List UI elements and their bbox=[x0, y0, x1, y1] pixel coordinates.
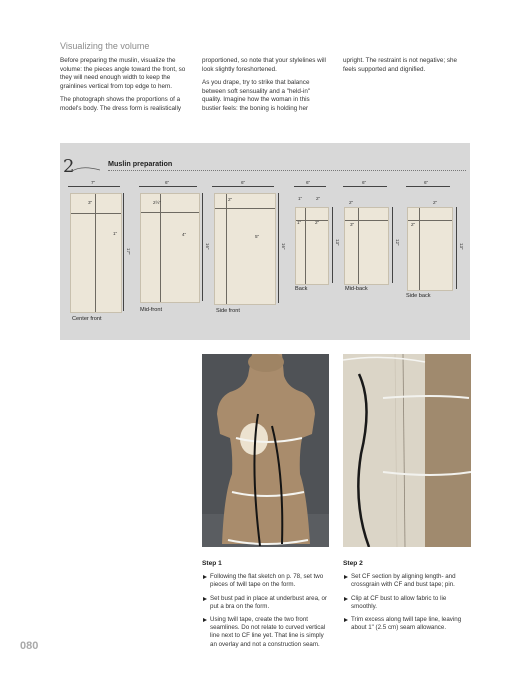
piece-label: Back bbox=[295, 286, 308, 292]
intro-paragraph: The photograph shows the proportions of a model's body. The dress form is realistically bbox=[60, 96, 182, 112]
piece-label: Side front bbox=[216, 308, 240, 314]
width-arrow bbox=[406, 186, 450, 187]
step-list bbox=[343, 573, 471, 632]
intro-column-3 bbox=[343, 57, 471, 79]
list-item: Using twill tape, create the two front seamlines. Do not relate to curved vertical line next to CF line yet. That line is simply an overlay and not a construction seam. bbox=[202, 616, 330, 649]
width-arrow bbox=[212, 186, 274, 187]
length-dimension: 16" bbox=[281, 243, 286, 250]
side-mark: 4" bbox=[182, 232, 187, 237]
top-mark: 2" bbox=[433, 200, 438, 205]
intro-column-1 bbox=[60, 57, 188, 119]
length-arrow bbox=[456, 207, 457, 289]
width-dimension: 7" bbox=[91, 180, 96, 185]
width-dimension: 6" bbox=[424, 180, 429, 185]
panel-title: Muslin preparation bbox=[108, 159, 173, 168]
top-mark: 2" bbox=[228, 197, 233, 202]
piece-label: Mid-back bbox=[345, 286, 368, 292]
pattern-piece-mid-back bbox=[344, 200, 389, 285]
piece-label: Mid-front bbox=[140, 307, 163, 313]
top-mark: 2" bbox=[349, 200, 354, 205]
length-dimension: 12" bbox=[395, 239, 400, 246]
top-mark: 2" bbox=[315, 220, 320, 225]
top-mark: 2½" bbox=[153, 200, 162, 205]
intro-paragraph: As you drape, try to strike that balance between soft sensuality and a "held-in" quality. Imagine how the woman in this bustier feels: the boning is holding her bbox=[202, 79, 311, 112]
width-dimension: 6" bbox=[165, 180, 170, 185]
step-1-instructions bbox=[202, 560, 330, 654]
pattern-piece-side-back bbox=[407, 200, 453, 291]
length-arrow bbox=[123, 193, 124, 311]
piece-label: Center front bbox=[72, 316, 102, 322]
pattern-piece-center-front bbox=[70, 193, 122, 313]
pattern-piece-side-front bbox=[214, 193, 276, 305]
side-mark: 3" bbox=[350, 222, 355, 227]
top-mark: 3" bbox=[88, 200, 93, 205]
page-number: 080 bbox=[20, 640, 39, 652]
intro-paragraph: upright. The restraint is not negative; she feels supported and dignified. bbox=[343, 57, 457, 73]
list-item: Following the flat sketch on p. 78, set two pieces of twill tape on the form. bbox=[202, 573, 330, 589]
length-arrow bbox=[332, 207, 333, 283]
pattern-piece-back bbox=[295, 207, 329, 285]
side-mark: 2" bbox=[411, 222, 416, 227]
step-title: Step 1 bbox=[202, 560, 222, 567]
width-arrow bbox=[68, 186, 120, 187]
pattern-piece-mid-front bbox=[140, 193, 200, 303]
list-item: Clip at CF bust to allow fabric to lie smoothly. bbox=[343, 595, 471, 611]
length-dimension: 16" bbox=[205, 243, 210, 250]
side-mark: 1" bbox=[298, 196, 303, 201]
step-2-instructions bbox=[343, 560, 471, 637]
width-arrow bbox=[294, 186, 326, 187]
length-arrow bbox=[278, 193, 279, 303]
length-dimension: 17" bbox=[126, 248, 131, 255]
dress-form-photo-step1 bbox=[202, 354, 329, 547]
side-mark: 1" bbox=[113, 231, 118, 236]
step-list bbox=[202, 573, 330, 649]
width-dimension: 6" bbox=[362, 180, 367, 185]
intro-paragraph: proportioned, so note that your stylelines will look slightly foreshortened. bbox=[202, 57, 326, 73]
width-arrow bbox=[139, 186, 197, 187]
dress-form-photo-step2 bbox=[343, 354, 471, 547]
side-mark: 2" bbox=[316, 196, 321, 201]
list-item: Set CF section by aligning length- and crossgrain with CF and bust tape; pin. bbox=[343, 573, 471, 589]
top-mark: 1" bbox=[297, 220, 302, 225]
intro-paragraph: Before preparing the muslin, visualize the volume: the pieces angle toward the front, so they will need enough width to keep the grainlines vertical from top edge to hem. bbox=[60, 57, 186, 90]
step-title: Step 2 bbox=[343, 560, 363, 567]
divider bbox=[108, 170, 466, 171]
length-dimension: 13" bbox=[459, 243, 464, 250]
side-mark: 5" bbox=[255, 234, 260, 239]
piece-label: Side back bbox=[406, 293, 431, 299]
panel-header bbox=[60, 155, 470, 175]
length-arrow bbox=[202, 193, 203, 301]
length-arrow bbox=[392, 207, 393, 283]
list-item: Set bust pad in place at underbust area, or put a bra on the form. bbox=[202, 595, 330, 611]
width-arrow bbox=[343, 186, 387, 187]
muslin-preparation-panel bbox=[60, 143, 470, 340]
intro-column-2 bbox=[202, 57, 330, 119]
step-number-graphic bbox=[62, 157, 100, 177]
list-item: Trim excess along twill tape line, leaving about 1" (2.5 cm) seam allowance. bbox=[343, 616, 471, 632]
length-dimension: 13" bbox=[335, 239, 340, 246]
width-dimension: 6" bbox=[306, 180, 311, 185]
width-dimension: 6" bbox=[241, 180, 246, 185]
section-heading: Visualizing the volume bbox=[60, 41, 150, 51]
step-number: 2 bbox=[63, 157, 75, 177]
